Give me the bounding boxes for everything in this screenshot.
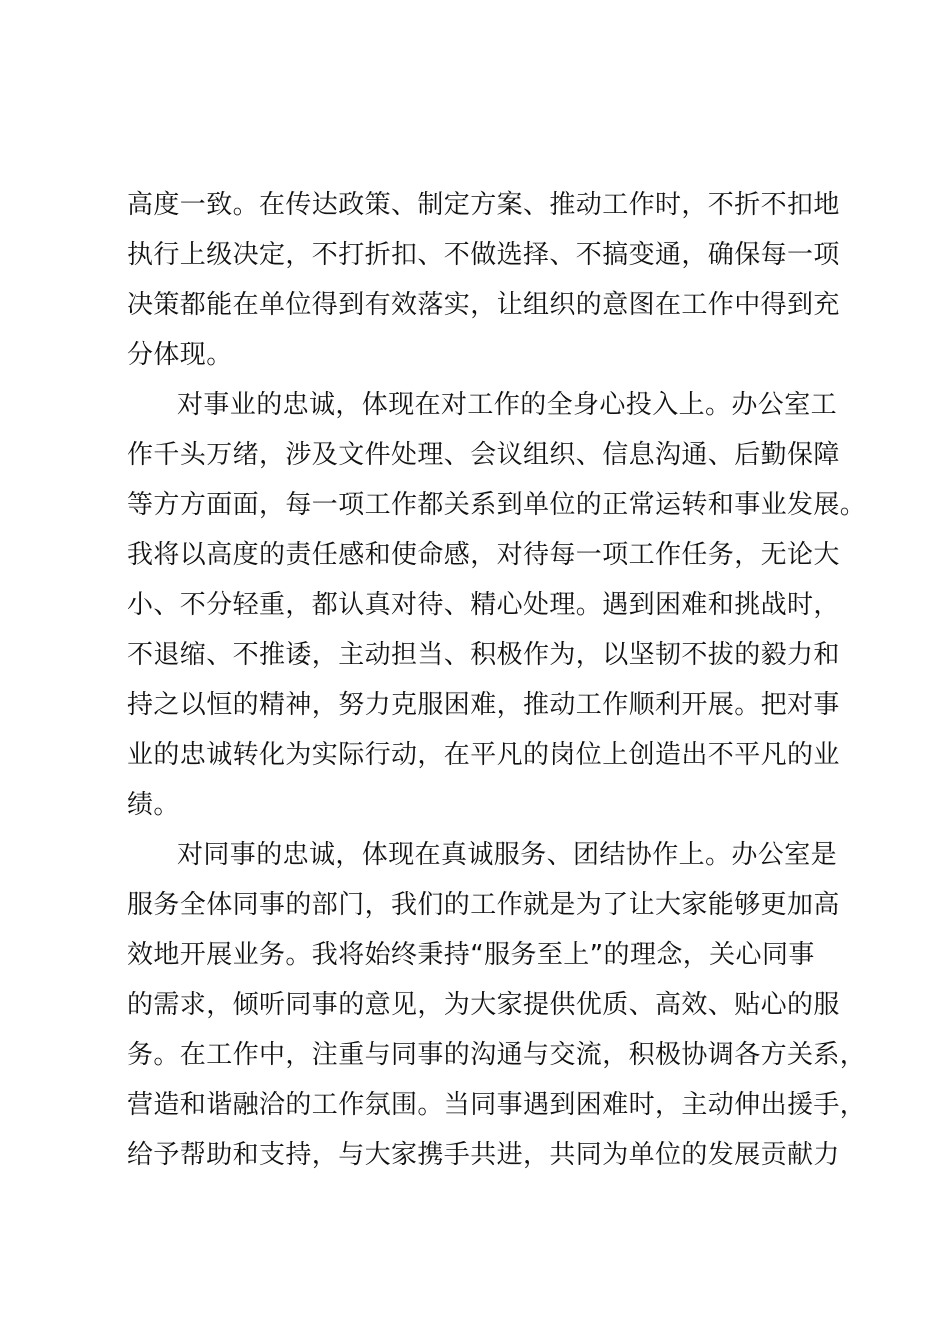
text-line: 服务全体同事的部门，我们的工作就是为了让大家能够更加高 (127, 890, 840, 920)
text-line: 不退缩、不推诿，主动担当、积极作为，以坚韧不拔的毅力和 (127, 640, 840, 670)
text-line: 我将以高度的责任感和使命感，对待每一项工作任务，无论大 (127, 540, 840, 570)
text-line: 持之以恒的精神，努力克服困难，推动工作顺利开展。把对事 (127, 690, 840, 720)
text-line: 绩。 (127, 790, 180, 820)
paragraph-first-line: 对事业的忠诚，体现在对工作的全身心投入上。办公室工 (177, 390, 838, 420)
text-line: 小、不分轻重，都认真对待、精心处理。遇到困难和挑战时， (127, 590, 840, 620)
text-line: 执行上级决定，不打折扣、不做选择、不搞变通，确保每一项 (127, 240, 840, 270)
text-line: 业的忠诚转化为实际行动，在平凡的岗位上创造出不平凡的业 (127, 740, 840, 770)
text-line: 分体现。 (127, 340, 233, 370)
text-line: 决策都能在单位得到有效落实，让组织的意图在工作中得到充 (127, 290, 840, 320)
text-line: 等方方面面，每一项工作都关系到单位的正常运转和事业发展。 (127, 490, 867, 520)
paragraph-first-line: 对同事的忠诚，体现在真诚服务、团结协作上。办公室是 (177, 840, 838, 870)
text-line: 高度一致。在传达政策、制定方案、推动工作时，不折不扣地 (127, 190, 840, 220)
text-line: 的需求，倾听同事的意见，为大家提供优质、高效、贴心的服 (127, 990, 840, 1020)
text-line: 营造和谐融洽的工作氛围。当同事遇到困难时，主动伸出援手， (127, 1090, 867, 1120)
text-line: 效地开展业务。我将始终秉持“服务至上”的理念，关心同事 (127, 940, 815, 970)
text-line: 给予帮助和支持，与大家携手共进，共同为单位的发展贡献力 (127, 1140, 840, 1170)
text-line: 作千头万绪，涉及文件处理、会议组织、信息沟通、后勤保障 (127, 440, 840, 470)
text-line: 务。在工作中，注重与同事的沟通与交流，积极协调各方关系， (127, 1040, 867, 1070)
